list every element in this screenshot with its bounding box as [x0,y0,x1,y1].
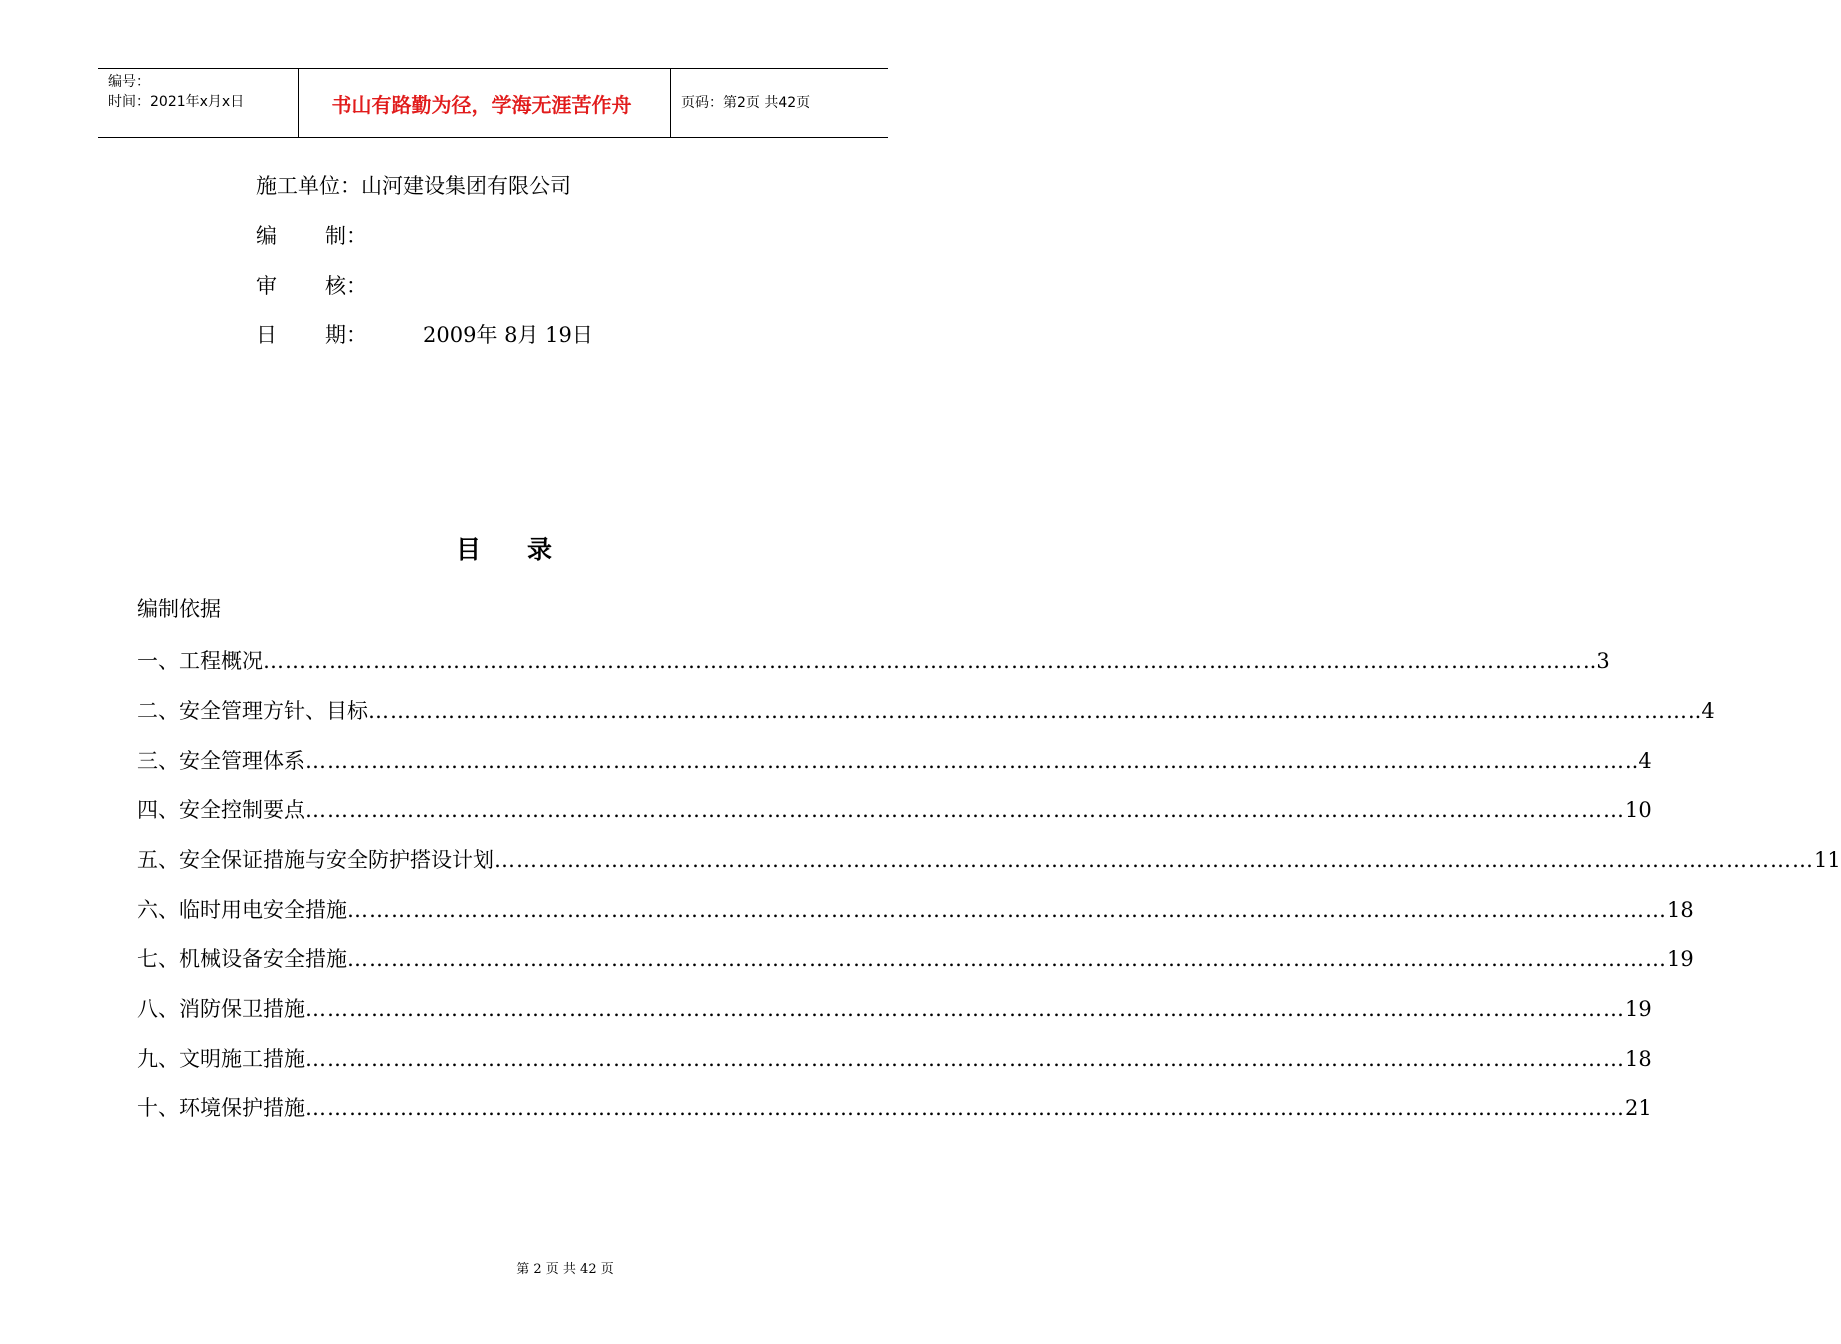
date-label-a: 日 [256,323,277,347]
header-motto-cell [299,69,671,137]
toc-leader-dots: ……………………………………………………………………………………………………………………………………………………………… [305,798,1625,822]
toc-leader-dots: ……………………………………………………………………………………………………………………………………………………………… [305,749,1625,773]
toc-leader-dots: ……………………………………………………………………………………………………………………………………………………………… [494,848,1814,872]
toc-leader-dots: ……………………………………………………………………………………………………………………………………………………………… [263,649,1583,673]
toc-leader-dots: ……………………………………………………………………………………………………………………………………………………………… [347,898,1667,922]
toc-item[interactable] [137,1042,1652,1072]
toc-item[interactable] [137,942,1694,972]
toc-item[interactable] [137,992,1652,1022]
toc-item-page: ..3 [1583,649,1610,673]
toc-leader-dots: ……………………………………………………………………………………………………………………………………………………………… [368,699,1688,723]
toc-item-page: 11 [1814,848,1841,872]
toc-item-title: 二、安全管理方针、目标 [137,699,368,723]
toc-item[interactable] [137,793,1652,823]
prepared-label-b: 制： [325,224,367,248]
review-label-a: 审 [256,274,277,298]
toc-item[interactable] [137,644,1610,674]
toc-item-title: 一、工程概况 [137,649,263,673]
toc-item[interactable] [137,893,1694,923]
toc-item[interactable] [137,843,1841,873]
page-header [98,68,888,138]
toc-title: 目 录 [456,535,553,564]
toc-item[interactable] [137,1091,1652,1121]
toc-leader-dots: ……………………………………………………………………………………………………………………………………………………………… [305,997,1625,1021]
unit-line [256,174,571,198]
toc-leader-dots: ……………………………………………………………………………………………………………………………………………………………… [347,947,1667,971]
unit-value: 山河建设集团有限公司 [361,174,571,198]
header-page-info: 页码：第2页 共42页 [681,95,811,111]
toc-item-title: 九、文明施工措施 [137,1047,305,1071]
toc-item[interactable] [137,744,1652,774]
toc-leader-dots: ……………………………………………………………………………………………………………………………………………………………… [305,1047,1625,1071]
toc-item-title: 三、安全管理体系 [137,749,305,773]
prepared-label-a: 编 [256,224,277,248]
review-line [256,274,367,298]
toc-item-page: 19 [1667,947,1694,971]
toc-item-page: ..4 [1688,699,1715,723]
toc-first-entry: 编制依据 [137,597,221,621]
header-meta-cell [98,69,299,137]
toc-item-page: 18 [1625,1047,1652,1071]
toc-item-title: 六、临时用电安全措施 [137,898,347,922]
unit-label: 施工单位： [256,174,361,198]
header-time-label: 时间：2021年x月x日 [108,94,245,110]
header-page-cell [671,69,888,137]
toc-item-title: 十、环境保护措施 [137,1096,305,1120]
toc-item-page: 18 [1667,898,1694,922]
toc-item-page: ..4 [1625,749,1652,773]
toc-item-page: 10 [1625,798,1652,822]
toc-item-title: 五、安全保证措施与安全防护搭设计划 [137,848,494,872]
toc-item-page: 19 [1625,997,1652,1021]
prepared-line [256,224,367,248]
toc-leader-dots: ……………………………………………………………………………………………………………………………………………………………… [305,1096,1625,1120]
toc-item-page: 21 [1625,1096,1652,1120]
review-label-b: 核： [325,274,367,298]
date-value: 2009年 8月 19日 [423,323,593,347]
toc-item[interactable] [137,694,1715,724]
footer-page-number: 第 2 页 共 42 页 [516,1262,614,1277]
toc-item-title: 七、机械设备安全措施 [137,947,347,971]
date-line [256,323,593,347]
date-label-b: 期： [325,323,367,347]
toc-item-title: 八、消防保卫措施 [137,997,305,1021]
header-number-label: 编号： [108,74,150,90]
header-motto: 书山有路勤为径，学海无涯苦作舟 [331,92,632,117]
toc-item-title: 四、安全控制要点 [137,798,305,822]
page-footer [0,1258,950,1277]
